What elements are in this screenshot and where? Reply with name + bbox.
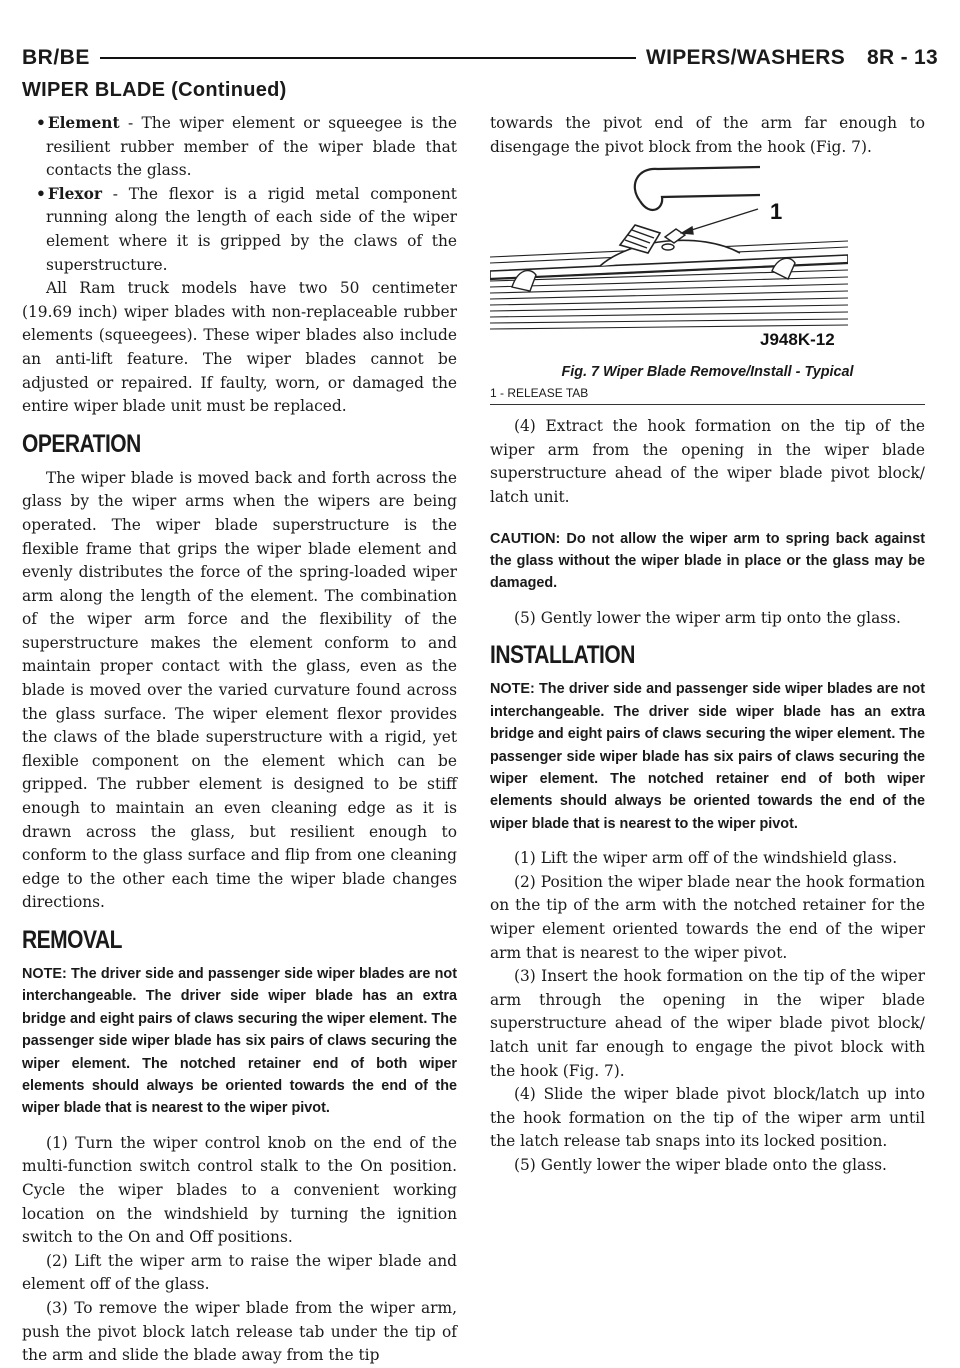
bullet-dot-icon: • [36,114,46,132]
term-element: Element [47,114,120,132]
term-flexor: Flexor [47,184,102,203]
figure-legend: 1 - RELEASE TAB [490,386,925,405]
removal-step-1: (1) Turn the wiper control knob on the end of the multi-function switch control stalk to the On position. Cycle the wiper blades to a convenient working location on the windshield by turning the ignition switch to the On and Off positions. [22,1133,457,1247]
models-paragraph: All Ram truck models have two 50 centimeter (19.69 inch) wiper blades with non-replaceable rubber elements (squeegees). These wiper blades also include an anti-lift feature. The wiper blades cannot be adjusted or repaired. If faulty, worn, or damaged the entire wiper blade unit must be replaced. [22,279,457,416]
bullet-dot-icon: • [36,184,46,203]
flexor-definition: - The flexor is a rigid metal component running along the length of each side of the wiper element where it is gripped by the claws of the superstructure. [46,184,457,274]
section-title: WIPERS/WASHERS [645,46,846,69]
caution-note: CAUTION: Do not allow the wiper arm to spring back against the glass without the wiper blade in place or the glass may be damaged. [490,530,925,592]
removal-step-2: (2) Lift the wiper arm to raise the wiper blade and element off of the glass. [22,1251,457,1294]
install-step-4: (4) Slide the wiper blade pivot block/latch up into the hook formation on the tip of the wiper arm until the latch release tab snaps into its locked position. [490,1085,925,1151]
element-definition: - The wiper element or squeegee is the resilient rubber member of the wiper blade that contacts the glass. [46,114,457,180]
section-and-page [636,46,938,70]
removal-step-5: (5) Gently lower the wiper arm tip onto the glass. [514,608,901,627]
removal-step-4: (4) Extract the hook formation on the tip of the wiper arm from the opening in the wiper blade superstructure ahead of the wiper blade pivot block/ latch unit. [490,417,925,506]
removal-heading: REMOVAL [22,926,122,954]
continued-heading: WIPER BLADE (Continued) [22,79,287,101]
install-step-3: (3) Insert the hook formation on the tip of the wiper arm through the opening in the wiper blade superstructure ahead of the wiper blade pivot block/ latch unit far enough to engage the pivot block with the hook (Fig. 7). [490,967,925,1080]
installation-heading: INSTALLATION [490,641,635,670]
removal-step-3: (3) To remove the wiper blade from the wiper arm, push the pivot block latch release tab under the tip of the arm and slide the blade away from the tip [22,1299,457,1365]
wiper-blade-illustration [490,159,848,354]
figure-7 [490,159,925,405]
install-step-1: (1) Lift the wiper arm off of the windshield glass. [514,849,898,868]
installation-note: NOTE: The driver side and passenger side wiper blades are not interchangeable. The driver side wiper blade has an extra bridge and eight pairs of claws securing the wiper element. The passenger side wiper blade has six pairs of claws securing the wiper element. The notched retainer end of both wiper elements should always be oriented towards the end of the wiper blade that is nearest to the wiper pivot. [490,681,925,832]
page-header [22,36,938,76]
page-number: 8R - 13 [867,46,938,69]
figure-code: J948K-12 [760,330,835,350]
removal-step-3-continued: towards the pivot end of the arm far enough to disengage the pivot block from the hook (Fig. 7). [490,114,925,156]
operation-paragraph: The wiper blade is moved back and forth across the glass by the wiper arms when the wipers are being operated. The wiper blade superstructure is the flexible frame that grips the wiper blade element and evenly distributes the force of the spring-loaded wiper arm along the length of the element. The combination of the wiper arm force and the flexibility of the superstructure makes the element conform to and maintain proper contact with the glass, even as the blade is moved over the varied curvature found across the glass surface. The wiper element flexor provides the claws of the blade superstructure with a rigid, yet flexible component on the element which can be gripped. The rubber element is designed to be stiff enough to maintain an even cleaning edge as it is drawn across the glass, but resilient enough to conform to the glass surface and flip from one cleaning edge to the other each time the wiper blade changes directions. [22,468,457,912]
model-code: BR/BE [22,46,100,70]
callout-number: 1 [770,199,783,225]
right-column [490,112,925,1178]
install-step-2: (2) Position the wiper blade near the hook formation on the tip of the arm with the notched retainer for the wiper element oriented towards the end of the wiper arm that is nearest to the wiper pivot. [490,872,925,962]
bullet-element [22,112,457,183]
left-column [22,112,457,1368]
figure-caption: Fig. 7 Wiper Blade Remove/Install - Typical [561,364,854,381]
removal-note: NOTE: The driver side and passenger side wiper blades are not interchangeable. The driver side wiper blade has an extra bridge and eight pairs of claws securing the wiper element. The passenger side wiper blade has six pairs of claws securing the wiper element. The notched retainer end of both wiper elements should always be oriented towards the end of the wiper blade that is nearest to the wiper pivot. [22,966,457,1117]
install-step-5: (5) Gently lower the wiper blade onto the glass. [514,1155,887,1174]
operation-heading: OPERATION [22,429,141,458]
bullet-flexor [22,183,457,277]
